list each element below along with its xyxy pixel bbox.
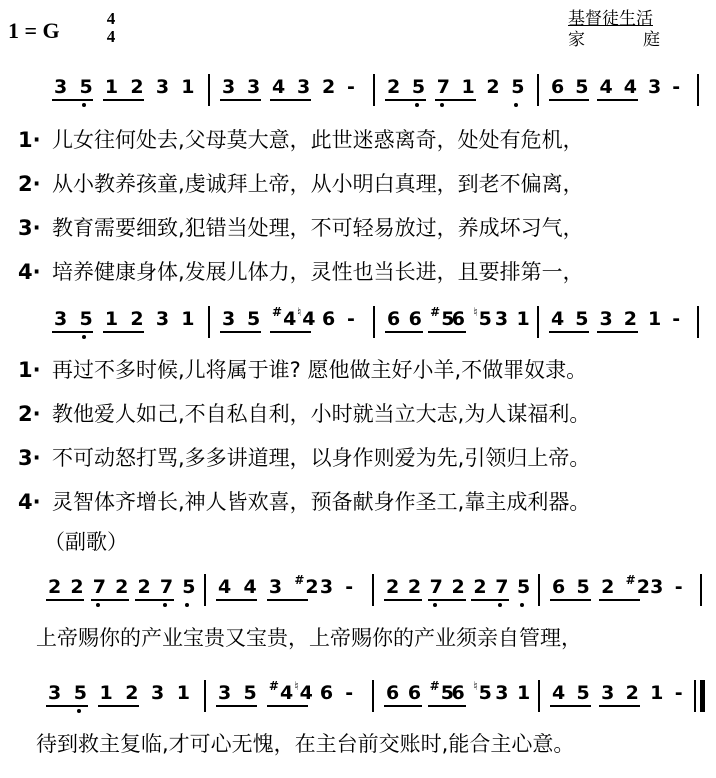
beam-line <box>428 599 466 601</box>
beam-line <box>384 599 422 601</box>
jianpu-note: 5 <box>243 682 257 704</box>
jianpu-note: 3 <box>647 76 662 98</box>
melody-row-chorus-1 <box>34 574 716 608</box>
jianpu-note: - <box>345 682 354 704</box>
beam-line <box>384 705 422 707</box>
jianpu-note: 6 <box>451 682 465 704</box>
jianpu-note: 7 <box>436 76 450 98</box>
jianpu-note: 4 <box>552 682 566 704</box>
bar-line <box>373 74 375 106</box>
beam-line <box>435 99 476 101</box>
beam-line <box>91 599 129 601</box>
meter-top: 4 <box>106 9 116 28</box>
lyric-text: 从小教养孩童,虔诚拜上帝，从小明白真理，到老不偏离， <box>52 172 584 196</box>
jianpu-note: 3 <box>601 682 615 704</box>
jianpu-note: 5 <box>411 76 426 98</box>
stanza-number: 2· <box>18 402 41 426</box>
jianpu-note: 6 <box>322 308 336 330</box>
jianpu-note: 6 <box>386 682 400 704</box>
sharp-sign: # <box>625 573 636 587</box>
jianpu-note: ♮4 <box>297 305 316 330</box>
chorus-lyric-line-1: 上帝赐你的产业宝贵又宝贵，上帝赐你的产业须亲自管理， <box>36 626 582 650</box>
jianpu-note: #2 <box>294 573 319 598</box>
jianpu-note: 4 <box>551 308 565 330</box>
jianpu-note: 5 <box>575 308 589 330</box>
beam-line <box>270 99 311 101</box>
jianpu-note: 2 <box>486 76 500 98</box>
stanza-number: 1· <box>18 358 41 382</box>
natural-sign: ♮ <box>473 305 478 319</box>
jianpu-note: - <box>674 576 683 598</box>
bar-line <box>208 74 210 106</box>
jianpu-note: 5 <box>517 576 531 598</box>
stanza-number: 4· <box>18 490 41 514</box>
jianpu-note: 4 <box>599 76 613 98</box>
jianpu-note: 2 <box>625 682 639 704</box>
bar-line <box>537 74 539 106</box>
verse1-lyric-line-4 <box>18 254 584 290</box>
jianpu-note: 3 <box>247 76 261 98</box>
low-octave-dot <box>520 603 524 607</box>
jianpu-note: #4 <box>272 305 297 330</box>
jianpu-note: 3 <box>495 682 509 704</box>
bar-line <box>697 306 699 338</box>
jianpu-note: 1 <box>104 308 119 330</box>
beam-line <box>549 99 589 101</box>
lyric-text: 培养健康身体,发展儿体力，灵性也当长进，且要排第一， <box>52 260 584 284</box>
meter-bottom: 4 <box>106 27 116 46</box>
beam-line <box>267 705 308 707</box>
bar-line <box>697 74 699 106</box>
jianpu-note: 1 <box>461 76 475 98</box>
beam-line <box>549 331 589 333</box>
jianpu-note: 2 <box>115 576 129 598</box>
verse2-lyric-line-1 <box>18 352 587 388</box>
bar-line <box>372 574 374 606</box>
beam-line <box>52 331 93 333</box>
jianpu-note: 2 <box>125 682 139 704</box>
jianpu-note: 2 <box>48 576 62 598</box>
bar-line <box>700 574 702 606</box>
natural-sign: ♮ <box>297 305 302 319</box>
jianpu-note: 1 <box>650 682 664 704</box>
jianpu-note: 5 <box>79 308 93 330</box>
bar-line <box>538 680 540 712</box>
low-octave-dot <box>498 603 502 607</box>
jianpu-note: ♮4 <box>294 679 313 704</box>
jianpu-note: 5 <box>576 576 590 598</box>
low-octave-dot <box>163 603 167 607</box>
sharp-sign: # <box>272 305 283 319</box>
beam-line <box>220 331 261 333</box>
beam-line <box>471 599 509 601</box>
verse1-lyric-line-3 <box>18 210 584 246</box>
stanza-number: 4· <box>18 260 41 284</box>
subcategory-char-a: 家 <box>568 30 585 50</box>
jianpu-note: 3 <box>222 308 236 330</box>
beam-line <box>385 99 426 101</box>
bar-line <box>204 680 206 712</box>
bar-line <box>373 306 375 338</box>
beam-line <box>52 99 93 101</box>
natural-sign: ♮ <box>473 679 478 693</box>
jianpu-note: 2 <box>451 576 465 598</box>
lyric-text: 灵智体齐增长,神人皆欢喜，预备献身作圣工,靠主成利器。 <box>52 490 591 514</box>
beam-line <box>220 99 261 101</box>
verse1-lyric-line-1 <box>18 122 584 158</box>
jianpu-note: 3 <box>218 682 232 704</box>
jianpu-note: 2 <box>407 576 422 598</box>
stanza-number: 3· <box>18 216 41 240</box>
low-octave-dot <box>82 103 86 107</box>
jianpu-note: 3 <box>650 576 664 598</box>
jianpu-note: 4 <box>623 76 637 98</box>
chorus-label: （副歌） <box>44 530 128 554</box>
beam-line <box>385 331 423 333</box>
jianpu-note: 1 <box>647 308 662 330</box>
jianpu-note: 1 <box>516 308 530 330</box>
jianpu-note: 3 <box>222 76 236 98</box>
jianpu-note: 5 <box>182 576 196 598</box>
jianpu-note: 4 <box>218 576 232 598</box>
verse2-lyric-line-2 <box>18 396 590 432</box>
jianpu-note: 5 <box>511 76 525 98</box>
jianpu-note: 3 <box>599 308 613 330</box>
jianpu-note: 2 <box>322 76 336 98</box>
melody-row-verse-1 <box>40 74 716 108</box>
verse2-lyric-line-4 <box>18 484 590 520</box>
jianpu-note: 1 <box>176 682 191 704</box>
jianpu-note: #5 <box>429 679 454 704</box>
verse1-lyric-line-2 <box>18 166 584 202</box>
beam-line <box>135 599 173 601</box>
beam-line <box>270 331 311 333</box>
jianpu-note: 6 <box>408 308 422 330</box>
jianpu-note: 2 <box>601 576 615 598</box>
bar-line <box>537 306 539 338</box>
low-octave-dot <box>96 603 100 607</box>
beam-line <box>599 599 640 601</box>
jianpu-note: ♮5 <box>473 305 492 330</box>
jianpu-note: 5 <box>575 76 589 98</box>
beam-line <box>103 331 144 333</box>
jianpu-note: 6 <box>387 308 401 330</box>
jianpu-note: 1 <box>99 682 113 704</box>
jianpu-note: 2 <box>137 576 151 598</box>
jianpu-note: 5 <box>79 76 93 98</box>
beam-line <box>599 705 640 707</box>
beam-line <box>550 705 591 707</box>
chorus-lyric-line-2: 待到救主复临,才可心无愧，在主台前交账时,能合主心意。 <box>36 732 575 756</box>
jianpu-note: 4 <box>243 576 257 598</box>
jianpu-note: 2 <box>386 576 400 598</box>
jianpu-note: 3 <box>54 308 68 330</box>
low-octave-dot <box>433 603 437 607</box>
jianpu-note: 2 <box>623 308 637 330</box>
low-octave-dot <box>440 103 444 107</box>
jianpu-note: - <box>347 76 355 98</box>
jianpu-note: 3 <box>297 76 311 98</box>
beam-line <box>428 705 466 707</box>
jianpu-note: 3 <box>151 682 165 704</box>
bar-line <box>208 306 210 338</box>
time-signature <box>103 10 119 46</box>
beam-line <box>216 599 257 601</box>
beam-line <box>267 599 308 601</box>
melody-row-chorus-2 <box>34 680 716 714</box>
low-octave-dot <box>415 103 419 107</box>
bar-line <box>694 680 696 712</box>
jianpu-note: - <box>347 308 355 330</box>
bar-line <box>372 680 374 712</box>
beam-line <box>597 99 637 101</box>
bar-line <box>204 574 206 606</box>
song-subcategory <box>568 30 660 50</box>
jianpu-note: 4 <box>272 76 286 98</box>
jianpu-note: - <box>672 76 681 98</box>
beam-line <box>46 599 84 601</box>
jianpu-note: 3 <box>54 76 68 98</box>
jianpu-note: #5 <box>430 305 455 330</box>
beam-line <box>46 705 88 707</box>
jianpu-note: - <box>674 682 683 704</box>
jianpu-note: 2 <box>70 576 84 598</box>
lyric-text: 再过不多时候,儿将属于谁? 愿他做主好小羊,不做罪奴隶。 <box>52 358 588 382</box>
jianpu-note: 2 <box>387 76 401 98</box>
verse2-lyric-line-3 <box>18 440 590 476</box>
jianpu-note: #2 <box>625 573 650 598</box>
jianpu-note: 7 <box>429 576 443 598</box>
jianpu-note: ♮5 <box>473 679 492 704</box>
beam-line <box>98 705 140 707</box>
lyric-text: 不可动怒打骂,多多讲道理，以身作则爱为先,引领归上帝。 <box>52 446 591 470</box>
jianpu-note: 2 <box>473 576 487 598</box>
jianpu-note: 6 <box>407 682 422 704</box>
subcategory-char-b: 庭 <box>643 30 660 50</box>
jianpu-note: 5 <box>73 682 87 704</box>
jianpu-note: 6 <box>319 682 334 704</box>
lyric-text: 教育需要细致,犯错当处理，不可轻易放过，养成坏习气， <box>52 216 584 240</box>
jianpu-note: 6 <box>551 76 565 98</box>
jianpu-note: 1 <box>181 308 195 330</box>
jianpu-note: - <box>345 576 354 598</box>
jianpu-note: 5 <box>247 308 261 330</box>
jianpu-note: 7 <box>159 576 174 598</box>
jianpu-note: #4 <box>268 679 294 704</box>
beam-line <box>216 705 257 707</box>
low-octave-dot <box>185 603 189 607</box>
key-signature: 1 = G <box>8 18 60 43</box>
jianpu-note: 1 <box>104 76 119 98</box>
jianpu-note: 1 <box>181 76 195 98</box>
low-octave-dot <box>514 103 518 107</box>
lyric-text: 教他爱人如己,不自私自利，小时就当立大志,为人谋福利。 <box>52 402 591 426</box>
beam-line <box>428 331 466 333</box>
beam-line <box>550 599 591 601</box>
bar-line <box>700 680 705 712</box>
jianpu-note: 3 <box>319 576 334 598</box>
low-octave-dot <box>82 335 86 339</box>
jianpu-note: 3 <box>155 76 170 98</box>
jianpu-note: 7 <box>495 576 509 598</box>
jianpu-note: 5 <box>576 682 590 704</box>
jianpu-note: 7 <box>92 576 106 598</box>
stanza-number: 2· <box>18 172 41 196</box>
sharp-sign: # <box>294 573 305 587</box>
jianpu-note: 3 <box>494 308 509 330</box>
beam-line <box>103 99 144 101</box>
sharp-sign: # <box>429 679 440 693</box>
sharp-sign: # <box>268 679 279 693</box>
lyric-text: 儿女往何处去,父母莫大意，此世迷惑离奇，处处有危机， <box>52 128 584 152</box>
jianpu-note: 3 <box>48 682 62 704</box>
jianpu-note: - <box>672 308 681 330</box>
stanza-number: 1· <box>18 128 41 152</box>
song-category: 基督徒生活 <box>568 9 653 29</box>
jianpu-note: 6 <box>451 308 465 330</box>
beam-line <box>597 331 637 333</box>
jianpu-note: 6 <box>552 576 566 598</box>
bar-line <box>538 574 540 606</box>
jianpu-note: 3 <box>155 308 170 330</box>
jianpu-note: 1 <box>517 682 531 704</box>
sharp-sign: # <box>430 305 441 319</box>
low-octave-dot <box>77 709 81 713</box>
jianpu-note: 2 <box>130 76 144 98</box>
melody-row-verse-2 <box>40 306 716 340</box>
stanza-number: 3· <box>18 446 41 470</box>
jianpu-note: 2 <box>130 308 144 330</box>
jianpu-note: 3 <box>268 576 283 598</box>
natural-sign: ♮ <box>294 679 299 693</box>
